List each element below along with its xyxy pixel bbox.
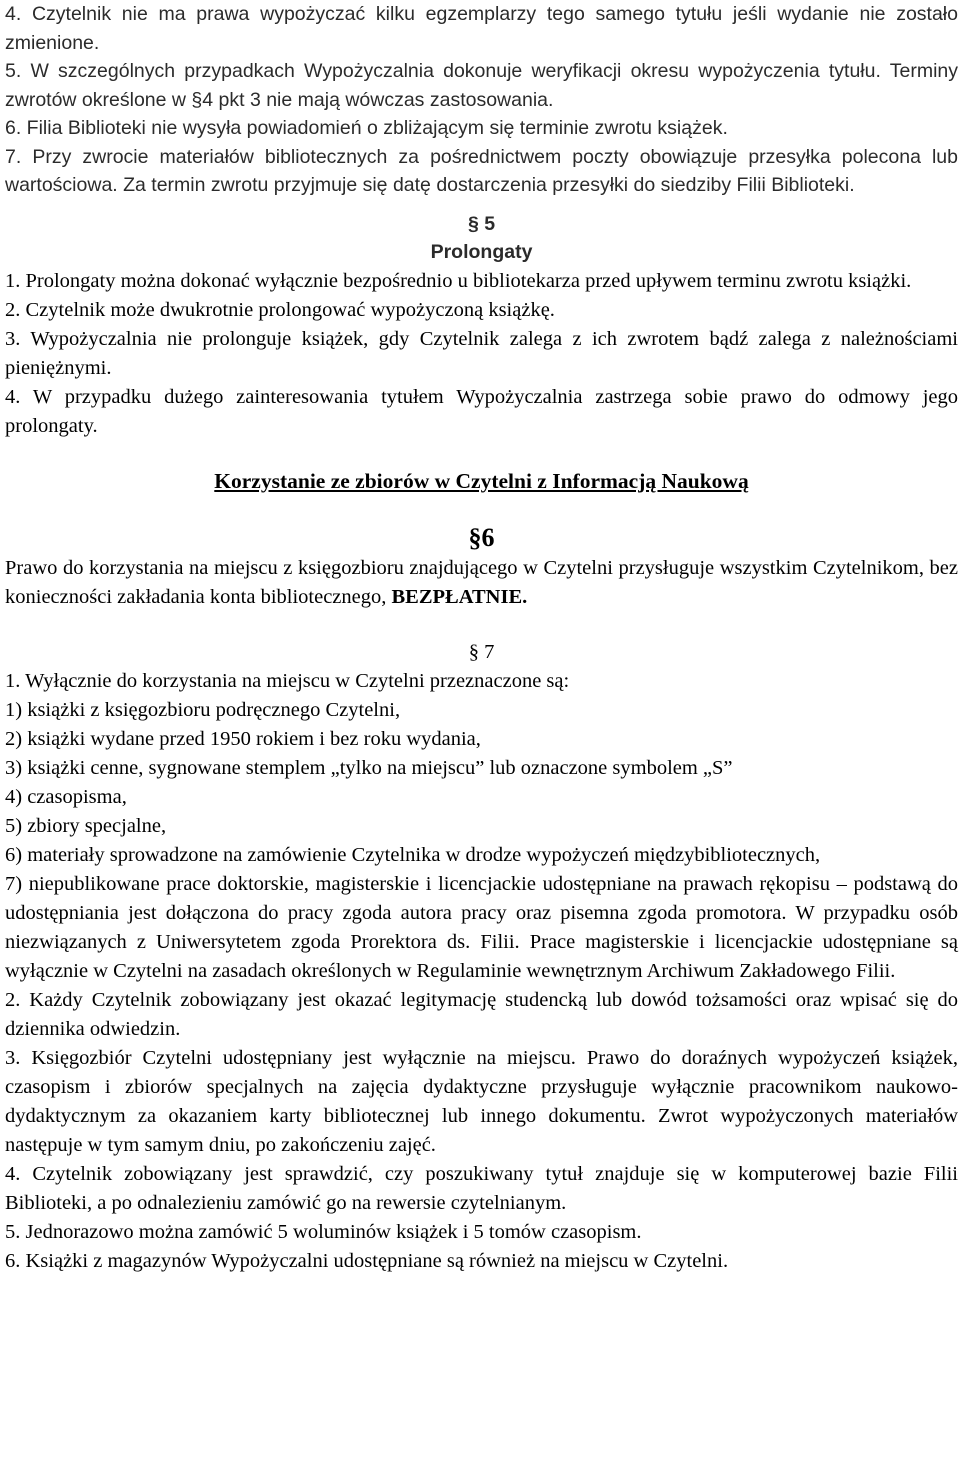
section-7-number: § 7: [468, 640, 495, 663]
list-item: 4) czasopisma,: [5, 785, 127, 808]
section-6-emphasis: BEZPŁATNIE.: [391, 585, 528, 608]
paragraph: 3. Wypożyczalnia nie prolonguje książek, gdy Czytelnik zalega z ich zwrotem bądź zalega z należnościami pieniężnymi.: [5, 327, 958, 379]
paragraph: 2. Czytelnik może dwukrotnie prolongować wypożyczoną książkę.: [5, 298, 555, 321]
paragraph: 6. Filia Biblioteki nie wysyła powiadomień o zbliżającym się terminie zwrotu książek.: [5, 117, 728, 139]
paragraph: 4. W przypadku dużego zainteresowania tytułem Wypożyczalnia zastrzega sobie prawo do odmowy jego prolongaty.: [5, 385, 958, 437]
paragraph: 5. W szczególnych przypadkach Wypożyczalnia dokonuje weryfikacji okresu wypożyczenia tytułu. Terminy zwrotów określone w §4 pkt 3 nie mają wówczas zastosowania.: [5, 60, 958, 111]
document-page: [5, 0, 958, 1276]
paragraph: 2. Każdy Czytelnik zobowiązany jest okazać legitymację studencką lub dowód tożsamości oraz wpisać się do dziennika odwiedzin.: [5, 988, 958, 1040]
paragraph: 5. Jednorazowo można zamówić 5 woluminów książek i 5 tomów czasopism.: [5, 1220, 642, 1243]
section-6-number: §6: [468, 522, 495, 552]
section-7-intro: 1. Wyłącznie do korzystania na miejscu w Czytelni przeznaczone są:: [5, 669, 570, 692]
list-item: 7) niepublikowane prace doktorskie, magisterskie i licencjackie udostępniane na prawach rękopisu – podstawą do udostępniania jest dołączona do pracy zgoda autora pracy oraz pisemna zgoda promotora. W przypadku osób niezwiązanych z Uniwersytetem zgoda Prorektora ds. Filii. Prace magisterskie i licencjackie udostępniane są wyłącznie w Czytelni na zasadach określonych w Regulaminie wewnętrznym Archiwum Zakładowego Filii.: [5, 872, 958, 982]
paragraph: 1. Prolongaty można dokonać wyłącznie bezpośrednio u bibliotekarza przed upływem terminu zwrotu książki.: [5, 269, 912, 292]
list-item: 5) zbiory specjalne,: [5, 814, 167, 837]
section-6-paragraph: [5, 554, 958, 612]
list-item: 6) materiały sprowadzone na zamówienie Czytelnika w drodze wypożyczeń międzybibliotecznych,: [5, 843, 821, 866]
section-5-body: [5, 267, 958, 1276]
paragraph: 7. Przy zwrocie materiałów bibliotecznych za pośrednictwem poczty obowiązuje przesyłka polecona lub wartościowa. Za termin zwrotu przyjmuje się datę dostarczenia przesyłki do siedziby Filii Biblioteki.: [5, 145, 958, 196]
paragraph: 3. Księgozbiór Czytelni udostępniany jest wyłącznie na miejscu. Prawo do doraźnych wypożyczeń książek, czasopism i zbiorów specjalnych na zajęcia dydaktyczne przysługuje wyłącznie pracownikom naukowo-dydaktycznym za okazaniem karty bibliotecznej lub innego dokumentu. Zwrot wypożyczonych materiałów następuje w tym samym dniu, po zakończeniu zajęć.: [5, 1046, 958, 1156]
section-5-title: Prolongaty: [430, 241, 533, 263]
list-item: 3) książki cenne, sygnowane stemplem „tylko na miejscu” lub oznaczone symbolem „S”: [5, 756, 733, 779]
part1-section: [5, 0, 958, 267]
chapter-heading: Korzystanie ze zbiorów w Czytelni z Informacją Naukową: [214, 468, 749, 493]
paragraph: 4. Czytelnik nie ma prawa wypożyczać kilku egzemplarzy tego samego tytułu jeśli wydanie nie zostało zmienione.: [5, 3, 958, 54]
list-item: 2) książki wydane przed 1950 rokiem i bez roku wydania,: [5, 727, 481, 750]
list-item: 1) książki z księgozbioru podręcznego Czytelni,: [5, 698, 401, 721]
section-5-number: § 5: [467, 212, 496, 235]
paragraph: 6. Książki z magazynów Wypożyczalni udostępniane są również na miejscu w Czytelni.: [5, 1249, 729, 1272]
paragraph: 4. Czytelnik zobowiązany jest sprawdzić, czy poszukiwany tytuł znajduje się w komputerowej bazie Filii Biblioteki, a po odnalezieniu zamówić go na rewersie czytelnianym.: [5, 1162, 958, 1214]
section-6-text: Prawo do korzystania na miejscu z księgozbioru znajdującego w Czytelni przysługuje wszystkim Czytelnikom, bez konieczności zakładania konta bibliotecznego,: [5, 556, 958, 608]
